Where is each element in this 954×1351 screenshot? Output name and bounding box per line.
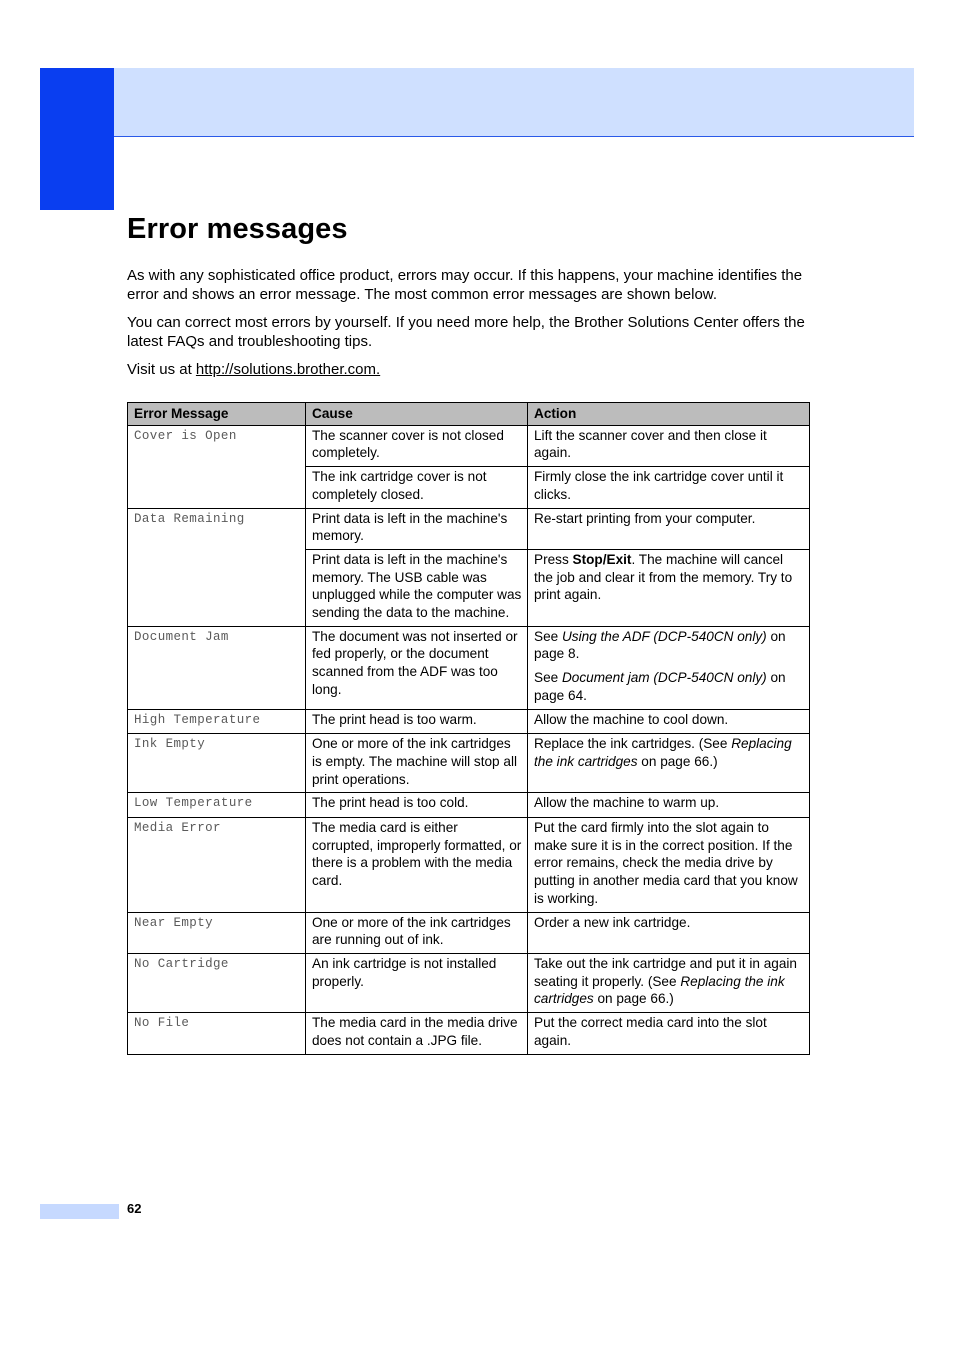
cross-reference: Replacing the ink cartridges [534, 973, 785, 1007]
cause-cell: The print head is too warm. [306, 709, 528, 734]
cause-cell: One or more of the ink cartridges is empty. The machine will stop all print operations. [306, 734, 528, 793]
header-action: Action [528, 403, 810, 426]
table-row [128, 508, 810, 549]
header-cause: Cause [306, 403, 528, 426]
error-message-cell: No File [128, 1013, 306, 1054]
footer-bar [40, 1204, 119, 1219]
stop-exit-key: Stop/Exit [572, 551, 632, 567]
intro-paragraph-1: As with any sophisticated office product, errors may occur. If this happens, your machine identifies the error and shows an error message. The most common error messages are shown below. [127, 267, 803, 303]
action-cell: Order a new ink cartridge. [528, 912, 810, 953]
cross-reference: Using the ADF (DCP-540CN only) [561, 628, 767, 644]
error-message-cell: High Temperature [128, 709, 306, 734]
cause-cell: The print head is too cold. [306, 793, 528, 818]
action-text: . The machine will cancel the job and clear it from the memory. Try to print again. [534, 551, 793, 603]
header-error-message: Error Message [128, 403, 306, 426]
action-cell [528, 953, 810, 1012]
intro-paragraph-2: You can correct most errors by yourself. If you need more help, the Brother Solutions Center offers the latest FAQs and troubleshooting tips. [127, 314, 805, 350]
cause-cell: Print data is left in the machine's memory. The USB cable was unplugged while the computer was sending the data to the machine. [306, 549, 528, 626]
intro-text [127, 266, 827, 388]
intro-paragraph-3 [127, 360, 827, 379]
cause-cell: One or more of the ink cartridges are running out of ink. [306, 912, 528, 953]
action-cell: Firmly close the ink cartridge cover until it clicks. [528, 467, 810, 508]
cross-reference: Replacing the ink cartridges [534, 736, 792, 769]
table-row [128, 1013, 810, 1054]
header-band [114, 68, 914, 137]
action-cell: Allow the machine to cool down. [528, 709, 810, 734]
action-text: on page 66.) [593, 991, 674, 1007]
error-message-cell: Ink Empty [128, 734, 306, 793]
table-row [128, 734, 810, 793]
table-row [128, 709, 810, 734]
action-cell: Re-start printing from your computer. [528, 508, 810, 549]
action-text: Press [534, 551, 573, 567]
error-message-cell: Near Empty [128, 912, 306, 953]
table-header-row [128, 403, 810, 426]
visit-prefix: Visit us at [127, 361, 196, 378]
table-row [128, 912, 810, 953]
action-cell: Put the correct media card into the slot again. [528, 1013, 810, 1054]
table-row [128, 425, 810, 466]
cause-cell: The scanner cover is not closed completely. [306, 425, 528, 466]
error-message-cell: No Cartridge [128, 953, 306, 1012]
table-row [128, 818, 810, 913]
error-messages-table [127, 402, 810, 1055]
cause-cell: Print data is left in the machine's memory. [306, 508, 528, 549]
table-row [128, 626, 810, 709]
action-text: See [534, 628, 562, 644]
action-cell: Allow the machine to warm up. [528, 793, 810, 818]
table-row [128, 953, 810, 1012]
page-title: Error messages [127, 213, 348, 245]
action-text: on page 66.) [637, 753, 718, 769]
error-message-cell: Cover is Open [128, 425, 306, 508]
cause-cell: The ink cartridge cover is not completely closed. [306, 467, 528, 508]
action-paragraph [534, 669, 804, 704]
action-text: Replace the ink cartridges. (See [534, 736, 732, 752]
cause-cell: The media card is either corrupted, improperly formatted, or there is a problem with the media card. [306, 818, 528, 913]
cause-cell: The media card in the media drive does not contain a .JPG file. [306, 1013, 528, 1054]
chapter-tab [40, 68, 114, 210]
error-message-cell: Document Jam [128, 626, 306, 709]
page-number: 62 [127, 1201, 142, 1216]
cause-cell: The document was not inserted or fed properly, or the document scanned from the ADF was too long. [306, 626, 528, 709]
error-message-cell: Low Temperature [128, 793, 306, 818]
cross-reference: Document jam (DCP-540CN only) [561, 670, 767, 686]
action-cell: Lift the scanner cover and then close it again. [528, 425, 810, 466]
action-cell: Put the card firmly into the slot again to make sure it is in the correct position. If the error remains, check the media drive by putting in another media card that you know is working. [528, 818, 810, 913]
error-message-cell: Media Error [128, 818, 306, 913]
action-cell [528, 549, 810, 626]
table-row [128, 793, 810, 818]
solutions-link[interactable]: http://solutions.brother.com. [195, 361, 381, 378]
action-cell [528, 734, 810, 793]
action-paragraph [534, 628, 804, 663]
action-text: See [534, 670, 562, 686]
cause-cell: An ink cartridge is not installed properly. [306, 953, 528, 1012]
error-message-cell: Data Remaining [128, 508, 306, 626]
action-text: Take out the ink cartridge and put it in again seating it properly. (See [534, 955, 797, 989]
action-text: on page 8. [534, 628, 786, 662]
action-text: on page 64. [534, 670, 786, 703]
action-cell [528, 626, 810, 709]
